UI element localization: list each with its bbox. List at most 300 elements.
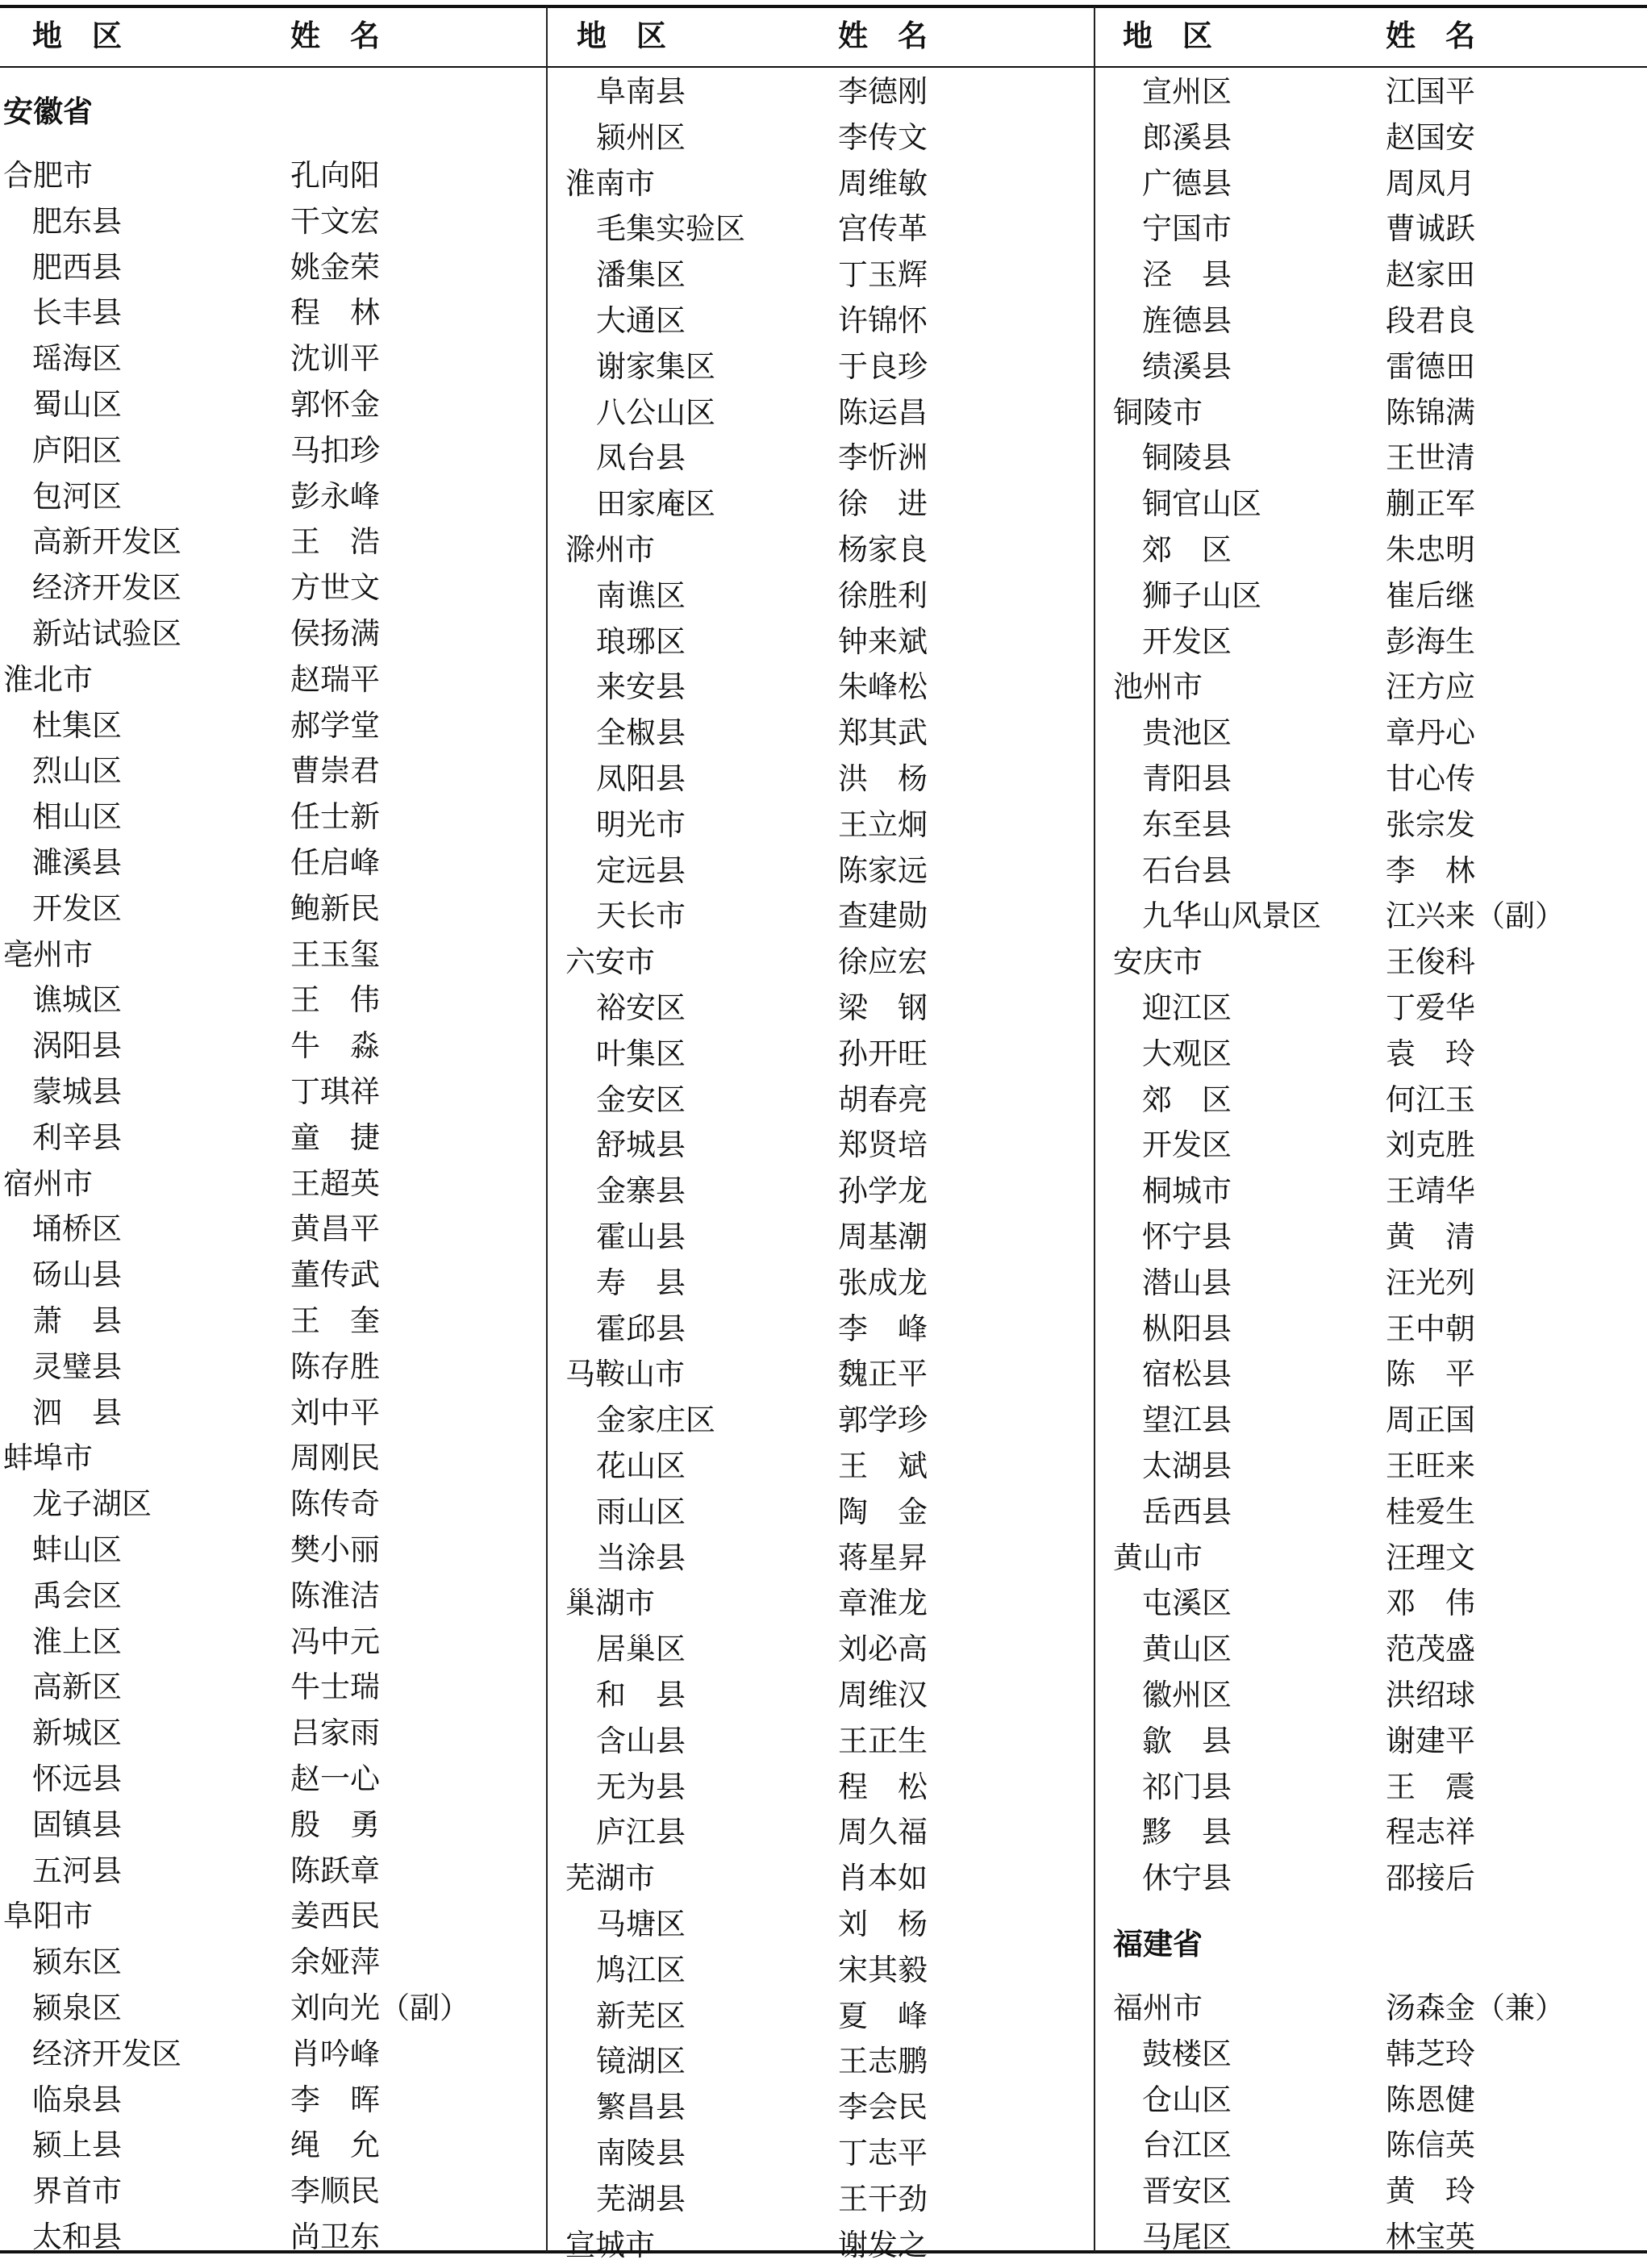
district-row [0,1574,546,1619]
city-row [548,1352,1094,1397]
region-cell: 岳西县 [1142,1494,1232,1529]
district-row [0,1390,546,1436]
district-row [1095,1444,1647,1489]
region-header: 地 区 [577,18,666,53]
region-cell: 蜀山区 [32,387,122,422]
city-row [548,161,1094,206]
name-cell: 牛士瑞 [290,1670,380,1705]
district-row [548,1627,1094,1672]
name-cell: 谢发之 [838,2227,928,2262]
region-cell: 镜湖区 [596,2044,686,2079]
district-row [548,1032,1094,1077]
name-cell: 王 浩 [290,524,380,560]
region-cell: 花山区 [596,1449,686,1483]
name-cell: 徐 进 [838,486,928,522]
region-cell: 金寨县 [596,1174,686,1209]
name-cell: 甘心传 [1386,761,1475,796]
region-cell: 马尾区 [1142,2220,1232,2254]
name-cell: 汪理文 [1386,1540,1475,1575]
region-cell: 开发区 [32,890,122,926]
region-cell: 蚌埠市 [3,1440,93,1476]
region-cell: 六安市 [565,944,655,980]
district-row [1095,1581,1647,1626]
name-cell: 陈淮洁 [290,1578,380,1613]
region-cell: 青阳县 [1142,761,1232,796]
district-row [1095,69,1647,115]
district-row [1095,1398,1647,1443]
district-row [0,1299,546,1344]
district-row [1095,1627,1647,1672]
region-cell: 肥东县 [32,203,122,239]
name-cell: 赵国安 [1386,119,1475,155]
name-cell: 桂爱生 [1386,1494,1475,1529]
region-cell: 高新开发区 [32,524,181,560]
name-cell: 董传武 [290,1257,380,1293]
district-row [0,1803,546,1848]
region-header: 地 区 [1123,18,1212,53]
name-cell: 谢建平 [1386,1723,1475,1758]
name-cell: 林宝英 [1386,2220,1475,2254]
region-cell: 经济开发区 [32,570,181,606]
region-cell: 宿松县 [1142,1357,1232,1392]
city-row [1095,940,1647,985]
city-row [0,1161,546,1207]
name-cell: 侯扬满 [290,616,380,651]
district-row [548,986,1094,1031]
district-row [548,2085,1094,2130]
directory-column-2 [548,0,1094,2260]
region-cell: 埇桥区 [32,1211,122,1247]
district-row [548,344,1094,390]
name-cell: 宫传革 [838,211,928,247]
district-row [1095,298,1647,344]
region-cell: 马塘区 [596,1907,686,1941]
region-cell: 铜陵县 [1142,440,1232,476]
region-cell: 来安县 [596,669,686,705]
district-row [0,1024,546,1069]
district-row [0,1069,546,1115]
region-cell: 经济开发区 [32,2036,181,2071]
district-row [548,711,1094,756]
district-row [0,1665,546,1710]
district-row [548,1673,1094,1718]
name-cell: 李 峰 [838,1311,928,1346]
region-cell: 金家庄区 [596,1403,715,1438]
name-cell: 童 捷 [290,1119,380,1155]
name-cell: 尚卫东 [290,2220,380,2254]
region-cell: 凤阳县 [596,761,686,796]
city-row [0,932,546,978]
name-cell: 陈信英 [1386,2128,1475,2163]
name-cell: 彭海生 [1386,623,1475,659]
name-cell: 周凤月 [1386,165,1475,201]
province-heading: 福建省 [1113,1926,1203,1962]
district-row [0,1115,546,1161]
name-cell: 王干劲 [838,2181,928,2216]
region-cell: 灵璧县 [32,1349,122,1384]
name-cell: 陈运昌 [838,394,928,430]
name-cell: 洪绍球 [1386,1678,1475,1712]
name-cell: 沈训平 [290,341,380,377]
region-cell: 东至县 [1142,807,1232,842]
region-cell: 阜阳市 [3,1899,93,1934]
name-cell: 孙学龙 [838,1174,928,1209]
name-cell: 雷德田 [1386,348,1475,384]
district-row [1095,1123,1647,1168]
region-cell: 八公山区 [596,394,715,430]
district-row [0,840,546,886]
city-row [548,1856,1094,1901]
region-cell: 黟 县 [1142,1815,1232,1850]
district-row [1095,206,1647,252]
name-cell: 何江玉 [1386,1082,1475,1117]
region-cell: 叶集区 [596,1036,686,1071]
name-cell: 黄 玲 [1386,2174,1475,2209]
district-row [0,199,546,244]
district-row [1095,848,1647,894]
region-cell: 太和县 [32,2220,122,2254]
district-row [0,2215,546,2260]
region-cell: 天长市 [596,898,686,934]
name-cell: 韩芝玲 [1386,2036,1475,2071]
district-row [1095,2169,1647,2214]
district-row [1095,115,1647,161]
district-row [1095,1719,1647,1764]
name-cell: 王 伟 [290,982,380,1018]
name-cell: 孔向阳 [290,158,380,193]
region-cell: 和 县 [596,1678,686,1712]
district-row [548,2039,1094,2084]
region-cell: 界首市 [32,2174,122,2209]
district-row [548,1948,1094,1993]
district-row [548,848,1094,894]
region-cell: 石台县 [1142,853,1232,888]
name-cell: 刘必高 [838,1632,928,1667]
name-cell: 任启峰 [290,845,380,880]
region-cell: 无为县 [596,1769,686,1804]
name-cell: 彭永峰 [290,478,380,514]
region-cell: 新芜区 [596,1998,686,2033]
district-row [548,1719,1094,1764]
district-row [548,1215,1094,1260]
region-cell: 肥西县 [32,249,122,285]
district-row [548,619,1094,665]
district-row [548,803,1094,848]
name-cell: 钟来斌 [838,623,928,659]
region-cell: 金安区 [596,1082,686,1117]
district-row [548,206,1094,252]
region-cell: 贵池区 [1142,715,1232,751]
district-row [0,1940,546,1985]
name-cell: 周维汉 [838,1678,928,1712]
name-cell: 陈 平 [1386,1357,1475,1392]
region-cell: 含山县 [596,1723,686,1758]
district-row [0,336,546,381]
district-row [548,69,1094,115]
region-cell: 大通区 [596,303,686,338]
region-cell: 广德县 [1142,165,1232,201]
region-cell: 芜湖县 [596,2181,686,2216]
region-cell: 霍邱县 [596,1311,686,1346]
name-cell: 王世清 [1386,440,1475,476]
district-row [1095,2123,1647,2168]
district-row [0,1253,546,1298]
district-row [0,1207,546,1252]
name-cell: 郑贤培 [838,1128,928,1163]
directory-column-3 [1095,0,1647,2260]
region-cell: 郊 区 [1142,532,1232,567]
district-row [548,252,1094,298]
district-row [1095,1169,1647,1214]
region-cell: 田家庵区 [596,486,715,522]
region-cell: 郊 区 [1142,1082,1232,1117]
region-cell: 铜官山区 [1142,486,1261,522]
region-cell: 铜陵市 [1113,394,1203,430]
city-row [1095,1986,1647,2031]
name-cell: 姜西民 [290,1899,380,1934]
name-cell: 徐胜利 [838,577,928,613]
region-cell: 滁州市 [565,532,655,567]
region-cell: 定远县 [596,853,686,888]
region-cell: 高新区 [32,1670,122,1705]
name-cell: 郝学堂 [290,707,380,743]
region-cell: 宿州市 [3,1165,93,1201]
region-cell: 晋安区 [1142,2174,1232,2209]
district-row [0,1482,546,1527]
district-row [0,2169,546,2214]
district-row [1095,252,1647,298]
region-cell: 九华山风景区 [1142,898,1321,934]
name-cell: 陈锦满 [1386,394,1475,430]
name-cell: 赵瑞平 [290,661,380,697]
district-row [548,1810,1094,1855]
name-cell: 周久福 [838,1815,928,1850]
name-cell: 王立炯 [838,807,928,842]
name-cell: 蒋星昇 [838,1540,928,1575]
district-row [1095,986,1647,1031]
district-row [0,611,546,657]
name-cell: 朱峰松 [838,669,928,705]
district-row [548,757,1094,802]
name-cell: 郭怀金 [290,387,380,422]
region-cell: 新站试验区 [32,616,181,651]
name-cell: 绳 允 [290,2128,380,2163]
region-cell: 琅琊区 [596,623,686,659]
region-cell: 潜山县 [1142,1265,1232,1300]
region-cell: 泾 县 [1142,257,1232,293]
region-cell: 雨山区 [596,1494,686,1529]
name-cell: 王玉玺 [290,936,380,972]
name-cell: 周刚民 [290,1440,380,1476]
region-cell: 谢家集区 [596,348,715,384]
district-row [548,436,1094,481]
name-cell: 魏正平 [838,1357,928,1392]
name-cell: 王志鹏 [838,2044,928,2079]
district-row [548,482,1094,527]
region-cell: 巢湖市 [565,1586,655,1621]
district-row [1095,1810,1647,1855]
region-cell: 南陵县 [596,2136,686,2170]
name-cell: 周维敏 [838,165,928,201]
region-cell: 庐阳区 [32,432,122,468]
name-cell: 查建勋 [838,898,928,934]
district-row [1095,1215,1647,1260]
district-row [548,298,1094,344]
region-cell: 太湖县 [1142,1449,1232,1483]
name-cell: 王 震 [1386,1769,1475,1804]
name-cell: 洪 杨 [838,761,928,796]
name-cell: 刘克胜 [1386,1128,1475,1163]
district-row [1095,1765,1647,1810]
district-row [0,748,546,794]
name-cell: 李 晖 [290,2082,380,2117]
district-row [0,1849,546,1894]
region-cell: 烈山区 [32,753,122,789]
name-cell: 赵家田 [1386,257,1475,293]
region-cell: 旌德县 [1142,303,1232,338]
region-cell: 大观区 [1142,1036,1232,1071]
city-row [548,527,1094,573]
region-cell: 濉溪县 [32,845,122,880]
region-cell: 淮北市 [3,661,93,697]
region-cell: 黄山区 [1142,1632,1232,1667]
district-row [1095,1673,1647,1718]
district-row [0,382,546,427]
name-cell: 李德刚 [838,74,928,109]
region-cell: 郎溪县 [1142,119,1232,155]
district-row [1095,1261,1647,1306]
name-cell: 于良珍 [838,348,928,384]
region-cell: 裕安区 [596,990,686,1025]
region-cell: 宣州区 [1142,74,1232,109]
district-row [1095,2215,1647,2260]
name-cell: 丁琪祥 [290,1074,380,1109]
region-cell: 明光市 [596,807,686,842]
name-cell: 程志祥 [1386,1815,1475,1850]
name-cell: 章淮龙 [838,1586,928,1621]
name-cell: 肖吟峰 [290,2036,380,2071]
district-row [1095,1490,1647,1535]
region-cell: 龙子湖区 [32,1486,152,1522]
district-row [548,2131,1094,2176]
name-cell: 胡春亮 [838,1082,928,1117]
name-cell: 段君良 [1386,303,1475,338]
district-row [548,1307,1094,1352]
region-cell: 颍州区 [596,119,686,155]
name-header: 姓 名 [290,18,380,53]
district-row [0,1986,546,2031]
region-cell: 蚌山区 [32,1532,122,1567]
name-cell: 汪方应 [1386,669,1475,705]
region-cell: 颍泉区 [32,1991,122,2025]
district-row [0,2032,546,2077]
region-cell: 颍东区 [32,1945,122,1980]
district-row [0,428,546,473]
region-cell: 萧 县 [32,1303,122,1338]
district-row [1095,1078,1647,1123]
district-row [548,1994,1094,2039]
region-cell: 屯溪区 [1142,1586,1232,1621]
region-cell: 禹会区 [32,1578,122,1613]
district-row [0,2123,546,2168]
name-cell: 樊小丽 [290,1532,380,1567]
region-cell: 阜南县 [596,74,686,109]
name-cell: 陶 金 [838,1494,928,1529]
region-cell: 合肥市 [3,158,93,193]
name-cell: 王旺来 [1386,1449,1475,1483]
city-row [0,1894,546,1939]
name-cell: 王正生 [838,1723,928,1758]
district-row [1095,527,1647,573]
name-cell: 任士新 [290,799,380,835]
city-row [1095,390,1647,436]
district-row [548,115,1094,161]
name-cell: 梁 钢 [838,990,928,1025]
directory-column-1 [0,0,546,2260]
name-cell: 刘 杨 [838,1907,928,1941]
city-row [0,153,546,198]
region-cell: 寿 县 [596,1265,686,1300]
region-cell: 凤台县 [596,440,686,476]
district-row [0,703,546,748]
district-row [0,1528,546,1573]
region-cell: 淮南市 [565,165,655,201]
name-cell: 丁玉辉 [838,257,928,293]
name-cell: 汤森金（兼） [1386,1991,1565,2025]
region-cell: 五河县 [32,1853,122,1888]
region-header: 地 区 [32,18,122,53]
region-cell: 芜湖市 [565,1861,655,1896]
name-cell: 丁志平 [838,2136,928,2170]
region-cell: 潘集区 [596,257,686,293]
city-row [1095,665,1647,710]
region-cell: 蒙城县 [32,1074,122,1109]
region-cell: 宁国市 [1142,211,1232,247]
district-row [1095,1307,1647,1352]
name-cell: 牛 淼 [290,1028,380,1064]
district-row [0,565,546,611]
district-row [548,573,1094,619]
name-cell: 崔后继 [1386,577,1475,613]
district-row [1095,711,1647,756]
district-row [1095,1352,1647,1397]
name-cell: 汪光列 [1386,1265,1475,1300]
region-cell: 台江区 [1142,2128,1232,2163]
district-row [1095,1032,1647,1077]
region-cell: 绩溪县 [1142,348,1232,384]
region-cell: 毛集实验区 [596,211,745,247]
name-cell: 袁 玲 [1386,1036,1475,1071]
district-row [1095,2032,1647,2077]
name-cell: 王中朝 [1386,1311,1475,1346]
region-cell: 霍山县 [596,1219,686,1254]
name-cell: 姚金荣 [290,249,380,285]
region-cell: 黄山市 [1113,1540,1203,1575]
name-cell: 王 斌 [838,1449,928,1483]
region-cell: 颍上县 [32,2128,122,2163]
district-row [0,978,546,1023]
city-row [0,1436,546,1481]
city-row [548,1581,1094,1626]
name-cell: 陈跃章 [290,1853,380,1888]
region-cell: 祁门县 [1142,1769,1232,1804]
district-row [0,794,546,840]
name-cell: 黄昌平 [290,1211,380,1247]
district-row [548,665,1094,710]
region-cell: 淮上区 [32,1624,122,1659]
name-cell: 肖本如 [838,1861,928,1896]
name-cell: 陈存胜 [290,1349,380,1384]
